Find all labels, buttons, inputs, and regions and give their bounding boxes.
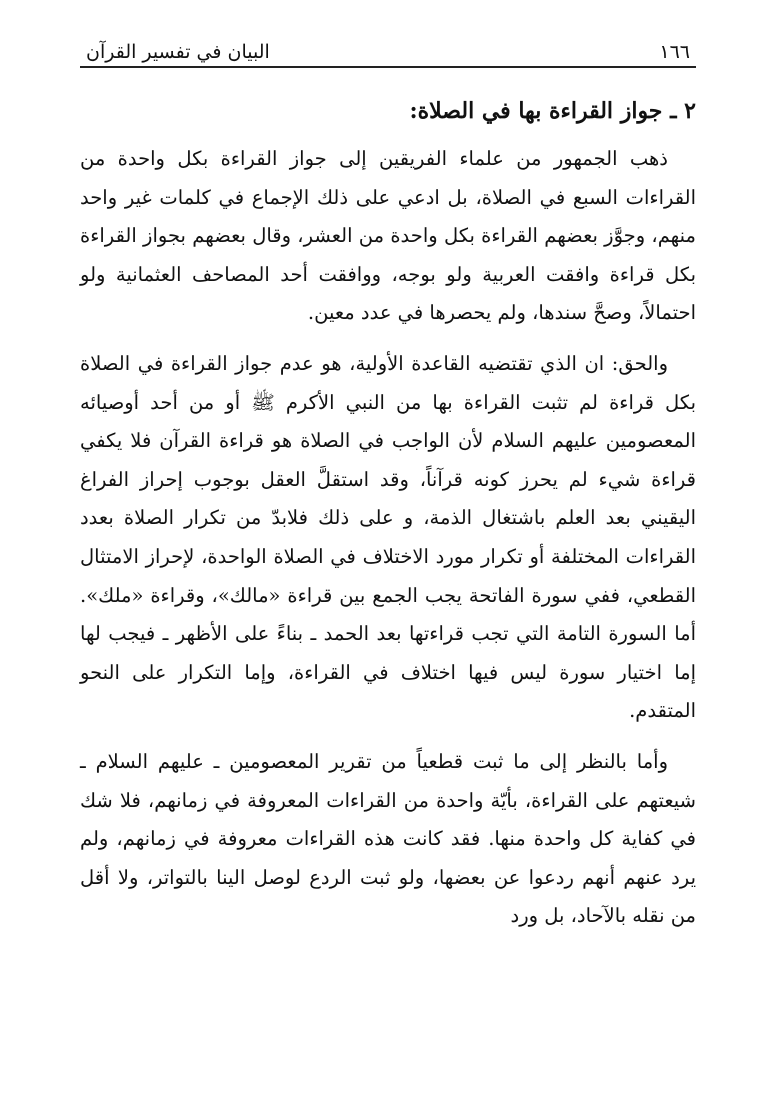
paragraph: والحق: ان الذي تقتضيه القاعدة الأولية، هو عدم جواز القراءة في الصلاة بكل قراءة لم تثبت القراءة بها من النبي الأكرم ﷺ أو من أحد أوصيائه المعصومين عليهم السلام لأن الواجب في الصلاة هو قراءة القرآن فلا يكفي قراءة شيء لم يحرز كونه قرآناً، وقد استقلَّ العقل بوجوب إحراز الفراغ اليقيني بعد العلم باشتغال الذمة، و على ذلك فلابدّ من تكرار الصلاة بعدد القراءات المختلفة أو تكرار مورد الاختلاف في الصلاة الواحدة، لإحراز الامتثال القطعي، ففي سورة الفاتحة يجب الجمع بين قراءة «مالك»، وقراءة «ملك». أما السورة التامة التي تجب قراءتها بعد الحمد ـ بناءً على الأظهر ـ فيجب لها إما اختيار سورة ليس فيها اختلاف في القراءة، وإما التكرار على النحو المتقدم. [80,351,696,723]
paragraph: وأما بالنظر إلى ما ثبت قطعياً من تقرير المعصومين ـ عليهم السلام ـ شيعتهم على القراءة، بأيّة واحدة من القراءات المعروفة في زمانهم، فلا شك في كفاية كل واحدة منها. فقد كانت هذه القراءات معروفة في زمانهم، ولم يرد عنهم أنهم ردعوا عن بعضها، ولو ثبت الردع لوصل الينا بالتواتر، ولا أقل من نقله بالآحاد، بل ورد [80,749,696,928]
book-page [80,34,696,936]
paragraph: ذهب الجمهور من علماء الفريقين إلى جواز القراءة بكل واحدة من القراءات السبع في الصلاة، بل ادعي على ذلك الإجماع في كلمات غير واحد منهم، وجوَّز بعضهم القراءة بكل واحدة من العشر، وقال بعضهم بجواز القراءة بكل قراءة وافقت العربية ولو بوجه، ووافقت أحد المصاحف العثمانية ولو احتمالاً، وصحَّ سندها، ولم يحصرها في عدد معين. [80,147,696,325]
section-heading: ٢ ـ جواز القراءة بها في الصلاة: [409,98,696,124]
page-number: ١٦٦ [659,41,690,63]
running-header [80,34,696,68]
book-title: البيان في تفسير القرآن [86,41,270,63]
